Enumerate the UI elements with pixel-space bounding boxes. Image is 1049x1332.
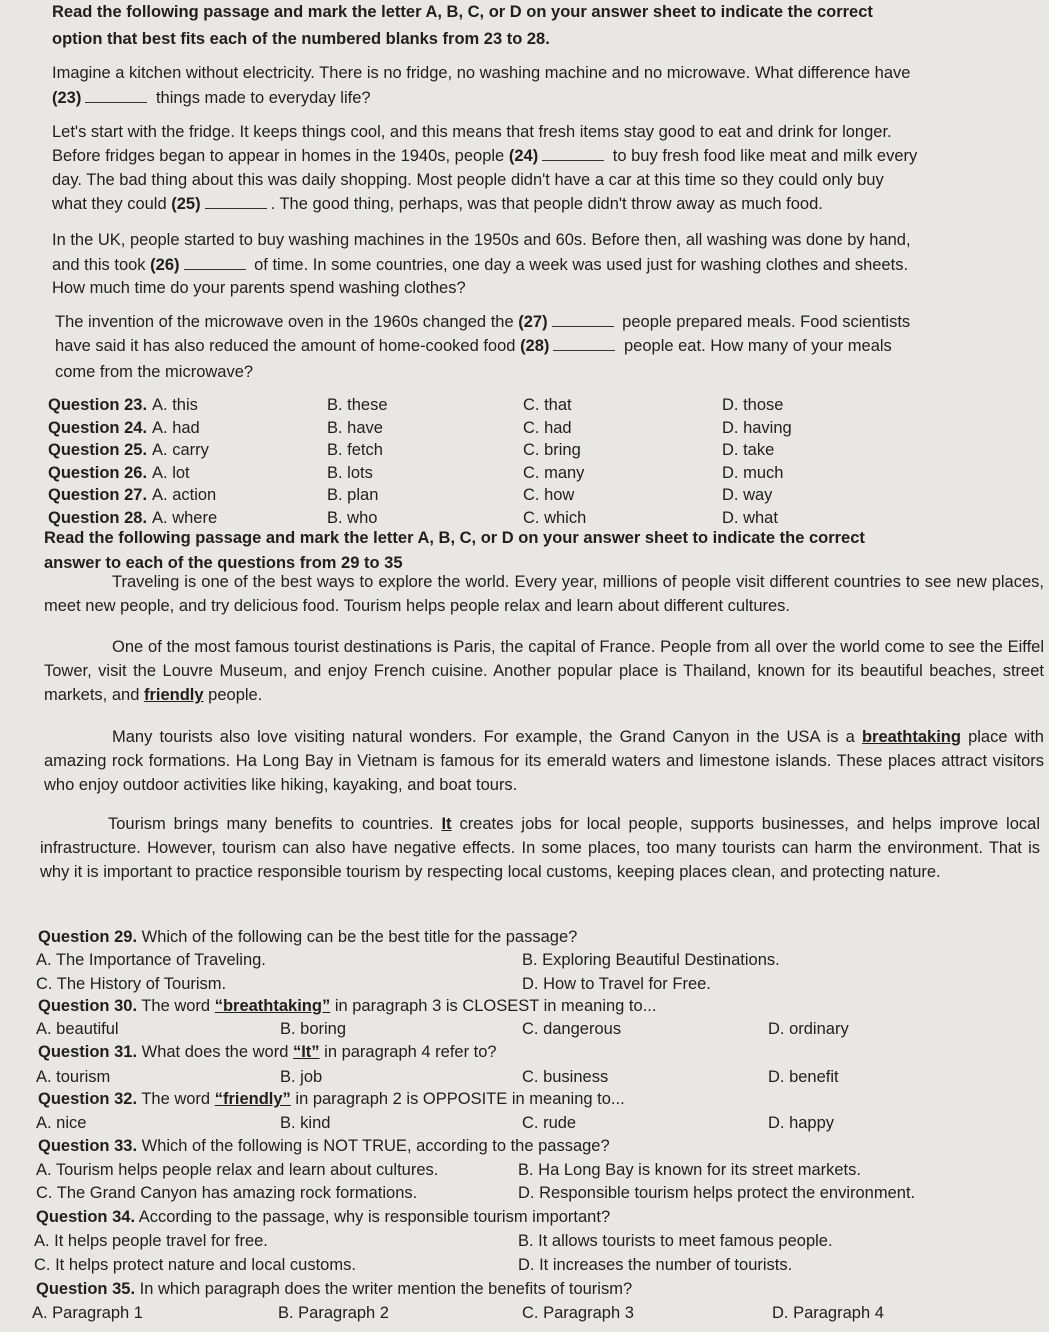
question-34 (36, 1208, 610, 1227)
question-30 (38, 997, 656, 1016)
option-a[interactable]: A. Paragraph 1 (32, 1304, 143, 1322)
option-d[interactable]: D. having (722, 418, 792, 437)
question-number: Question 25. (48, 441, 148, 459)
option-b[interactable]: B. Ha Long Bay is known for its street markets. (518, 1161, 861, 1179)
passage-text: Before fridges began to appear in homes in the 1940s, people (52, 147, 505, 165)
option-b[interactable]: B. kind (280, 1114, 331, 1132)
question-number: Question 24. (48, 418, 148, 437)
option-a[interactable]: A. carry (152, 441, 209, 459)
passage-text: have said it has also reduced the amount of home-cooked food (55, 337, 516, 355)
option-c[interactable]: C. The Grand Canyon has amazing rock formations. (36, 1184, 418, 1202)
question-text: in paragraph 4 refer to? (324, 1043, 497, 1061)
question-number: Question 31. (38, 1043, 138, 1061)
passage2-paragraph-2 (44, 635, 1044, 707)
question-35 (36, 1280, 632, 1299)
option-c[interactable]: C. many (523, 463, 585, 482)
option-d[interactable]: D. much (722, 463, 784, 482)
question-31 (38, 1043, 497, 1062)
blank-number: (25) (171, 195, 201, 213)
option-d[interactable]: D. what (722, 508, 778, 527)
passage-text: to buy fresh food like meat and milk every (612, 147, 918, 165)
answer-blank (85, 90, 147, 103)
question-text: in paragraph 2 is OPPOSITE in meaning to... (295, 1090, 625, 1108)
passage-text: what they could (52, 195, 167, 213)
passage-text: One of the most famous tourist destinations is Paris, the capital of France. People from all over the world come to see the Eiffel Tower, visit the Louvre Museum, and enjoy French cuisine. Another popular place is Thailand, known for its beautiful beaches, street markets, and (44, 638, 1044, 704)
question-29 (38, 928, 577, 947)
option-a[interactable]: A. tourism (36, 1068, 111, 1086)
option-b[interactable]: B. have (327, 418, 383, 437)
passage-text: people prepared meals. Food scientists (622, 313, 911, 331)
option-c[interactable]: C. The History of Tourism. (36, 975, 227, 993)
option-d[interactable]: D. Paragraph 4 (772, 1304, 884, 1322)
quoted-word: “friendly” (214, 1090, 291, 1108)
blank-number: (28) (520, 337, 550, 355)
option-c[interactable]: C. business (522, 1068, 609, 1086)
question-text: Which of the following can be the best title for the passage? (141, 928, 578, 946)
option-a[interactable]: A. Tourism helps people relax and learn about cultures. (36, 1161, 439, 1179)
question-number: Question 29. (38, 928, 138, 946)
question-text: Which of the following is NOT TRUE, according to the passage? (141, 1137, 610, 1155)
option-a[interactable]: A. where (152, 508, 218, 527)
question-row-26 (48, 464, 190, 483)
question-row-24 (48, 419, 200, 438)
option-d[interactable]: D. those (722, 396, 784, 414)
question-number: Question 23. (48, 396, 148, 414)
passage2-paragraph-3 (44, 725, 1044, 797)
question-number: Question 26. (48, 463, 148, 482)
passage-text: . The good thing, perhaps, was that people didn't throw away as much food. (270, 195, 823, 213)
option-c[interactable]: C. that (523, 396, 572, 414)
passage1-line: Let's start with the fridge. It keeps things cool, and this means that fresh items stay good to eat and drink for longer. (52, 123, 892, 141)
blank-number: (26) (150, 256, 180, 274)
option-b[interactable]: B. Paragraph 2 (278, 1304, 389, 1322)
question-row-28 (48, 509, 217, 528)
question-text: According to the passage, why is responsible tourism important? (138, 1208, 611, 1226)
passage2-paragraph-1: Traveling is one of the best ways to explore the world. Every year, millions of people visit different countries to see new places, meet new people, and try delicious food. Tourism helps people relax and learn about different cultures. (44, 573, 1044, 615)
passage1-line (52, 89, 371, 108)
option-b[interactable]: B. Exploring Beautiful Destinations. (522, 951, 780, 969)
passage-text: and this took (52, 256, 146, 274)
option-b[interactable]: B. lots (327, 463, 373, 482)
option-c[interactable]: C. It helps protect nature and local customs. (34, 1256, 356, 1274)
option-d[interactable]: D. ordinary (768, 1020, 849, 1038)
passage1-line: In the UK, people started to buy washing machines in the 1950s and 60s. Before then, all washing was done by hand, (52, 231, 911, 249)
option-d[interactable]: D. benefit (768, 1068, 839, 1086)
question-row-27 (48, 486, 216, 505)
answer-blank (184, 257, 246, 270)
question-number: Question 35. (36, 1280, 136, 1298)
question-number: Question 33. (38, 1137, 138, 1155)
passage1-line (55, 337, 892, 356)
option-c[interactable]: C. which (523, 508, 587, 527)
option-c[interactable]: C. bring (523, 441, 581, 459)
question-33 (38, 1137, 610, 1156)
answer-blank (542, 148, 604, 161)
option-b[interactable]: B. boring (280, 1020, 347, 1038)
passage-text: Tourism brings many benefits to countries. (108, 815, 434, 833)
option-c[interactable]: C. dangerous (522, 1020, 622, 1038)
quoted-word: “breathtaking” (214, 997, 331, 1015)
passage1-line (52, 147, 917, 166)
passage-text: The invention of the microwave oven in the 1960s changed the (55, 313, 514, 331)
section1-heading-line2: option that best fits each of the numbered blanks from 23 to 28. (52, 30, 550, 48)
option-a[interactable]: A. this (152, 396, 198, 414)
question-text: The word (141, 1090, 211, 1108)
blank-number: (24) (508, 147, 539, 165)
passage-text: things made to everyday life? (155, 89, 371, 107)
blank-number: (23) (52, 89, 82, 107)
option-b[interactable]: B. job (280, 1068, 323, 1086)
blank-number: (27) (518, 313, 548, 331)
option-d[interactable]: D. How to Travel for Free. (522, 975, 711, 993)
underlined-word: breathtaking (861, 728, 961, 746)
option-c[interactable]: C. how (523, 486, 575, 504)
option-b[interactable]: B. these (327, 396, 388, 414)
option-d[interactable]: D. Responsible tourism helps protect the environment. (518, 1184, 916, 1202)
option-d[interactable]: D. way (722, 486, 773, 504)
question-text: in paragraph 3 is CLOSEST in meaning to... (334, 997, 657, 1015)
option-d[interactable]: D. take (722, 441, 775, 459)
question-number: Question 30. (38, 997, 138, 1015)
passage-text: of time. In some countries, one day a week was used just for washing clothes and sheets. (254, 256, 909, 274)
option-d[interactable]: D. It increases the number of tourists. (518, 1256, 793, 1274)
section2-heading-line2: answer to each of the questions from 29 to 35 (44, 554, 403, 572)
option-a[interactable]: A. lot (152, 463, 190, 482)
answer-blank (552, 314, 614, 327)
option-a[interactable]: A. beautiful (36, 1020, 119, 1038)
passage1-line: come from the microwave? (55, 363, 254, 381)
passage1-line (55, 313, 910, 332)
option-a[interactable]: A. action (152, 486, 217, 504)
option-c[interactable]: C. had (523, 418, 572, 437)
passage-text: people eat. How many of your meals (624, 337, 892, 355)
answer-blank (205, 196, 267, 209)
option-a[interactable]: A. It helps people travel for free. (34, 1232, 268, 1250)
passage2-paragraph-4 (40, 812, 1040, 884)
option-b[interactable]: B. fetch (327, 441, 383, 459)
question-row-25 (48, 441, 209, 460)
question-row-23 (48, 396, 198, 415)
question-number: Question 32. (38, 1090, 138, 1108)
question-text: The word (141, 997, 211, 1015)
answer-blank (553, 338, 615, 351)
passage1-line: day. The bad thing about this was daily shopping. Most people didn't have a car at this time so they could only buy (52, 171, 884, 189)
question-32 (38, 1090, 625, 1109)
option-d[interactable]: D. happy (768, 1114, 835, 1132)
question-number: Question 28. (48, 508, 148, 527)
passage-text: Many tourists also love visiting natural wonders. For example, the Grand Canyon in the USA is a (112, 728, 855, 746)
section1-heading-line1: Read the following passage and mark the letter A, B, C, or D on your answer sheet to indicate the correct (52, 3, 873, 21)
quoted-word: “It” (292, 1043, 320, 1061)
option-a[interactable]: A. had (152, 418, 200, 437)
section2-heading-line1: Read the following passage and mark the letter A, B, C, or D on your answer sheet to indicate the correct (44, 529, 865, 547)
passage1-line (52, 195, 823, 214)
option-c[interactable]: C. rude (522, 1114, 577, 1132)
option-a[interactable]: A. nice (36, 1114, 87, 1132)
option-b[interactable]: B. who (327, 508, 378, 527)
passage-text: people. (208, 686, 263, 704)
passage-text: creates jobs for local people, supports businesses, and helps improve local infrastructure. However, tourism can also have negative effects. In some places, too many tourists can harm the environment. That is why it is important to practice responsible tourism by respecting local customs, keeping places clean, and protecting nature. (40, 815, 1040, 881)
option-b[interactable]: B. It allows tourists to meet famous people. (518, 1232, 833, 1250)
underlined-word: friendly (143, 686, 204, 704)
option-b[interactable]: B. plan (327, 486, 379, 504)
question-number: Question 34. (36, 1208, 136, 1226)
option-a[interactable]: A. The Importance of Traveling. (36, 951, 266, 969)
passage1-line: How much time do your parents spend washing clothes? (52, 279, 466, 297)
question-number: Question 27. (48, 486, 148, 504)
option-c[interactable]: C. Paragraph 3 (522, 1304, 634, 1322)
passage1-line (52, 256, 908, 275)
underlined-word: It (441, 815, 452, 833)
question-text: In which paragraph does the writer mention the benefits of tourism? (139, 1280, 633, 1298)
question-text: What does the word (141, 1043, 289, 1061)
passage-text: place with amazing rock formations. Ha Long Bay in Vietnam is famous for its emerald waters and limestone islands. These places attract visitors who enjoy outdoor activities like hiking, kayaking, and boat tours. (44, 728, 1044, 794)
passage1-line: Imagine a kitchen without electricity. There is no fridge, no washing machine and no microwave. What difference have (52, 64, 911, 82)
